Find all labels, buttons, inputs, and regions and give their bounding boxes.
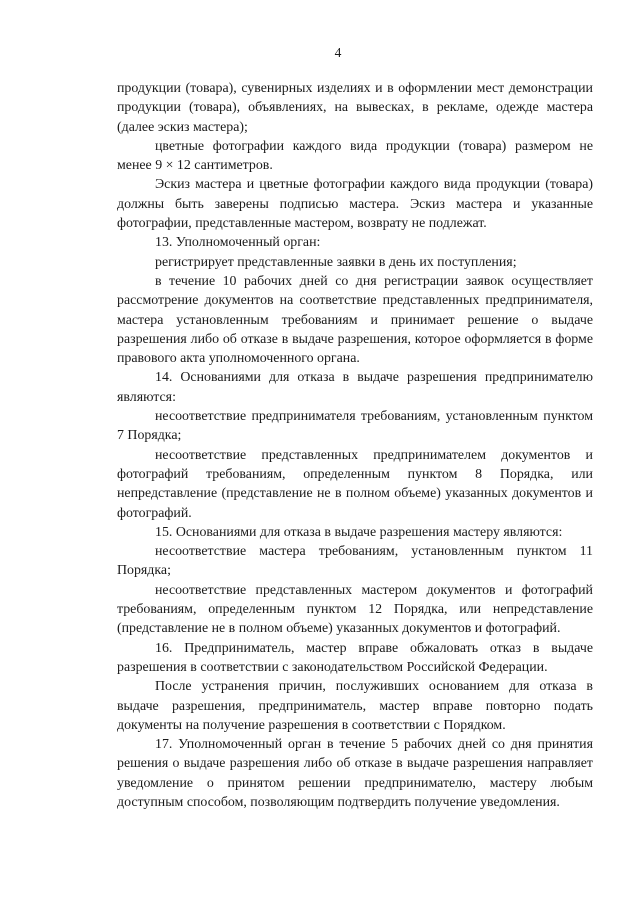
paragraph: цветные фотографии каждого вида продукции (товара) размером не менее 9 × 12 сантиметров. — [117, 138, 593, 174]
paragraph: в течение 10 рабочих дней со дня регистрации заявок осуществляет рассмотрение документов на соответствие представленных предпринимателя, мастера установленным требованиям и принимает решение о выдаче разрешения либо об отказе в выдаче разрешения, которое оформляется в форме правового акта уполномоченного органа. — [117, 273, 593, 367]
paragraph: несоответствие представленных предпринимателем документов и фотографий требованиям, определенным пунктом 8 Порядка, или непредставление (представление не в полном объеме) указанных документов и фотографий. — [117, 447, 593, 521]
section-heading: 15. Основаниями для отказа в выдаче разрешения мастеру являются: — [155, 524, 563, 540]
paragraph: несоответствие мастера требованиям, установленным пунктом 11 Порядка; — [117, 544, 593, 579]
paragraph: несоответствие представленных мастером документов и фотографий требованиям, определенным пунктом 12 Порядка, или непредставление (представление не в полном объеме) указанных документов и фотографий. — [117, 582, 593, 637]
paragraph: 17. Уполномоченный орган в течение 5 рабочих дней со дня принятия решения о выдаче разрешения либо об отказе в выдаче разрешения направляет уведомление о принятом решении предпринимателю, мастеру любым доступным способом, позволяющим подтвердить получение уведомления. — [117, 737, 593, 810]
section-heading: 13. Уполномоченный орган: — [155, 235, 321, 251]
paragraph: 16. Предприниматель, мастер вправе обжаловать отказ в выдаче разрешения в соответствии с законодательством Российской Федерации. — [117, 640, 593, 675]
paragraph: После устранения причин, послуживших основанием для отказа в выдаче разрешения, предприниматель, мастер вправе повторно подать документы на получение разрешения в соответствии с Порядком. — [117, 679, 593, 733]
paragraph: несоответствие предпринимателя требованиям, установленным пунктом 7 Порядка; — [117, 409, 593, 444]
section-heading: 14. Основаниями для отказа в выдаче разрешения предпринимателю являются: — [117, 370, 593, 405]
paragraph: регистрирует представленные заявки в день их поступления; — [155, 254, 517, 270]
document-body — [117, 79, 593, 812]
paragraph: Эскиз мастера и цветные фотографии каждого вида продукции (товара) должны быть заверены подписью мастера. Эскиз мастера и указанные фотографии, представленные мастером, возврату не подлежат. — [117, 177, 593, 232]
paragraph: продукции (товара), сувенирных изделиях и в оформлении мест демонстрации продукции (товара), объявлениях, на вывесках, в рекламе, одежде мастера (далее эскиз мастера); — [117, 81, 593, 135]
page-number: 4 — [334, 45, 342, 60]
